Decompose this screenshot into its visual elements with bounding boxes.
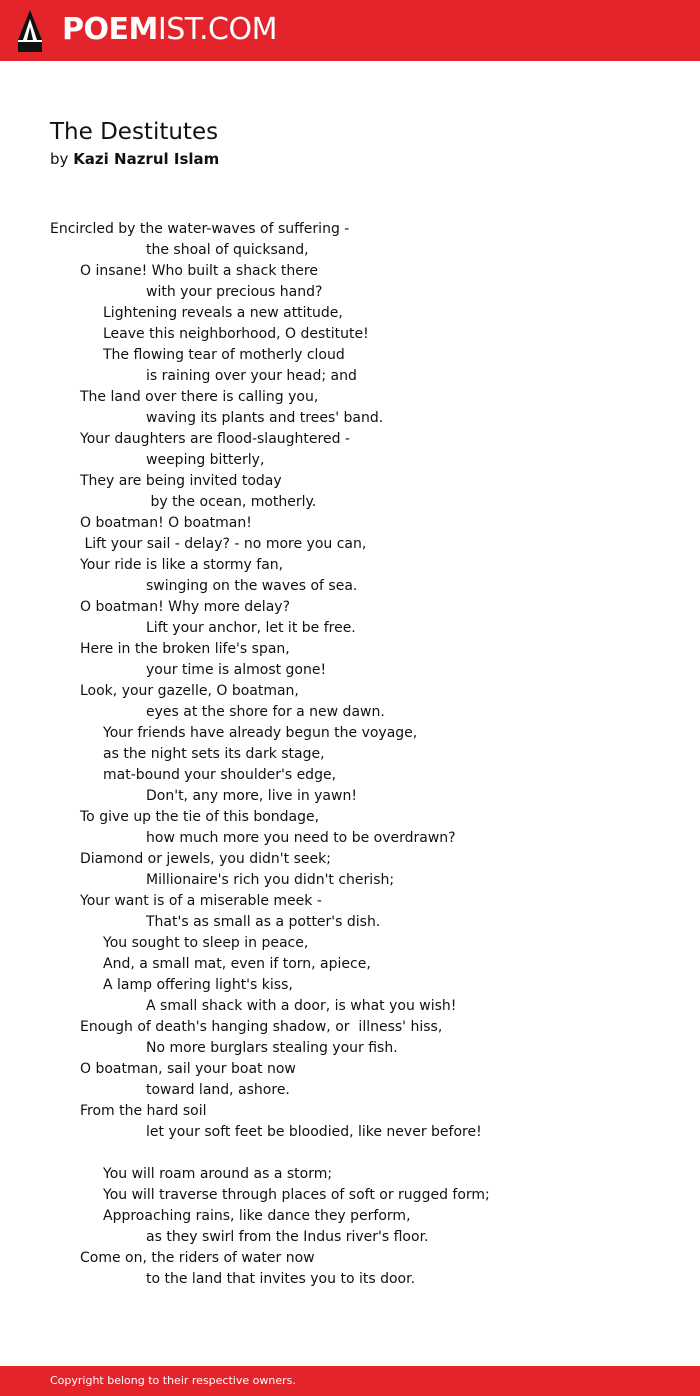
poem-line: how much more you need to be overdrawn? (146, 830, 456, 846)
poem-line: Encircled by the water-waves of suffering - (50, 221, 350, 237)
poem-line: Leave this neighborhood, O destitute! (103, 326, 369, 342)
poem-line: O boatman! Why more delay? (80, 599, 290, 615)
brand-bold: POEM (62, 12, 158, 47)
poem-line: A lamp offering light's kiss, (103, 977, 293, 993)
poem-line: O boatman! O boatman! (80, 515, 252, 531)
poem-line: to the land that invites you to its door. (146, 1271, 416, 1287)
poem-line: O insane! Who built a shack there (80, 263, 318, 279)
poem-line: O boatman, sail your boat now (80, 1061, 296, 1077)
poem-line: Your ride is like a stormy fan, (80, 557, 284, 573)
poem-line: A small shack with a door, is what you wish! (146, 998, 457, 1014)
poem-line: Don't, any more, live in yawn! (146, 788, 357, 804)
poem-author: Kazi Nazrul Islam (73, 150, 220, 168)
site-footer (0, 1366, 700, 1396)
poem-line: To give up the tie of this bondage, (80, 809, 320, 825)
poem-line: as the night sets its dark stage, (103, 746, 325, 762)
poem-line: From the hard soil (80, 1103, 207, 1119)
poem-line: Approaching rains, like dance they perform, (103, 1208, 411, 1224)
poem-line: Your daughters are flood-slaughtered - (80, 431, 350, 447)
poem-line: the shoal of quicksand, (146, 242, 309, 258)
copyright-text: Copyright belong to their respective owners. (50, 1374, 296, 1387)
poem-line: mat-bound your shoulder's edge, (103, 767, 337, 783)
poem-line: You sought to sleep in peace, (103, 935, 309, 951)
poem-line: You will traverse through places of soft or rugged form; (103, 1187, 490, 1203)
poem-line: Lift your sail - delay? - no more you can, (80, 536, 367, 552)
poem-line: You will roam around as a storm; (103, 1166, 333, 1182)
poem-line: The land over there is calling you, (80, 389, 319, 405)
stanza-break (50, 1143, 680, 1164)
poem-line: That's as small as a potter's dish. (146, 914, 381, 930)
poem-byline (50, 149, 219, 169)
poem-line: Here in the broken life's span, (80, 641, 290, 657)
poem-line: by the ocean, motherly. (146, 494, 317, 510)
pen-nib-icon[interactable] (18, 10, 42, 52)
poem-line: Your friends have already begun the voyage, (103, 725, 418, 741)
poem-line: Lightening reveals a new attitude, (103, 305, 343, 321)
poem-title: The Destitutes (50, 119, 219, 145)
poem-line: And, a small mat, even if torn, apiece, (103, 956, 371, 972)
poem-line: Diamond or jewels, you didn't seek; (80, 851, 331, 867)
poem-line: eyes at the shore for a new dawn. (146, 704, 385, 720)
site-header (0, 0, 700, 61)
poem-line: waving its plants and trees' band. (146, 410, 384, 426)
poem-line: toward land, ashore. (146, 1082, 290, 1098)
poem-line: as they swirl from the Indus river's floor. (146, 1229, 429, 1245)
poem-line: They are being invited today (80, 473, 282, 489)
poem-line: weeping bitterly, (146, 452, 265, 468)
poem-line: Enough of death's hanging shadow, or illness' hiss, (80, 1019, 443, 1035)
poem-line: your time is almost gone! (146, 662, 327, 678)
by-label: by (50, 150, 69, 168)
poem-line: Millionaire's rich you didn't cherish; (146, 872, 395, 888)
site-logo-text[interactable] (62, 12, 277, 48)
poem-line: Come on, the riders of water now (80, 1250, 315, 1266)
poem-line: No more burglars stealing your fish. (146, 1040, 398, 1056)
poem-line: The flowing tear of motherly cloud (103, 347, 345, 363)
poem-body (50, 219, 680, 1290)
poem-line: Look, your gazelle, O boatman, (80, 683, 299, 699)
poem-line: let your soft feet be bloodied, like never before! (146, 1124, 482, 1140)
brand-light: IST.COM (157, 12, 277, 47)
poem-line: swinging on the waves of sea. (146, 578, 358, 594)
poem-line: Lift your anchor, let it be free. (146, 620, 356, 636)
poem-line: Your want is of a miserable meek - (80, 893, 322, 909)
poem-line: with your precious hand? (146, 284, 323, 300)
poem-line: is raining over your head; and (146, 368, 357, 384)
